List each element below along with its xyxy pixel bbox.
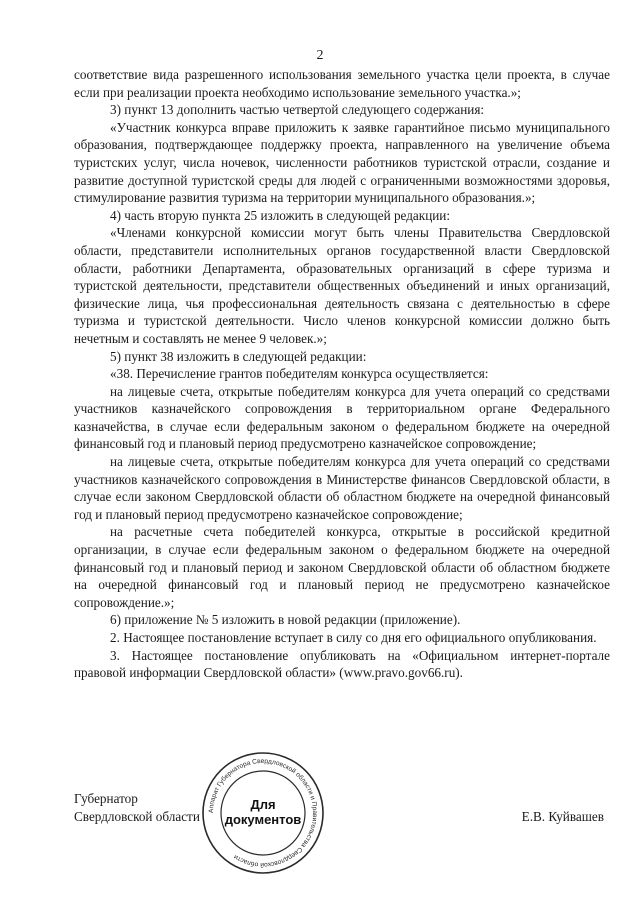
paragraph: на расчетные счета победителей конкурса, открытые в российской кредитной организации, в случае если федеральным законом о федеральном бюджете на очередной финансовый год и плановый период и законом Свердловской области об областном бюджете на очередной финансовый год и плановый период не предусмотрено казначейское сопровождение.»; bbox=[74, 524, 610, 610]
position-line: Свердловской области bbox=[74, 809, 200, 824]
paragraph: «Участник конкурса вправе приложить к заявке гарантийное письмо муниципального образования, подтверждающее поддержку проекта, направленного на увеличение объема туристских услуг, числа ночевок, численности работников туристской отрасли, создание и развитие доступной туристской среды для людей с ограниченными возможностями здоровья, стимулирование развития туризма на территории муниципального образования.»; bbox=[74, 119, 610, 206]
stamp-line: документов bbox=[224, 812, 302, 827]
signature-block bbox=[74, 790, 610, 850]
paragraph: на лицевые счета, открытые победителям конкурса для учета операций со средствами участников казначейского сопровождения в территориальном органе Федерального казначейства, в случае если федеральным законом о федеральном бюджете на очередной финансовый год и плановый период предусмотрено казначейское сопровождение; bbox=[74, 383, 610, 452]
paragraph: 6) приложение № 5 изложить в новой редакции (приложение). bbox=[110, 612, 461, 628]
paragraph: 3) пункт 13 дополнить частью четвертой следующего содержания: bbox=[110, 102, 485, 118]
document-body bbox=[74, 66, 610, 682]
signatory-name: Е.В. Куйвашев bbox=[521, 809, 604, 824]
signatory-position bbox=[74, 790, 200, 826]
paragraph: «Членами конкурсной комиссии могут быть члены Правительства Свердловской области, представители исполнительных органов государственной власти Свердловской области, работники Департамента, образовательных организаций в сфере туризма и туристской деятельности, представители общественных объединений и иных организаций, физические лица, чья профессиональная деятельность связана с деятельностью в сфере туризма и туристской деятельности. Число членов конкурсной комиссии должно быть нечетным и составлять не менее 9 человек.»; bbox=[74, 225, 610, 346]
paragraph: 3. Настоящее постановление опубликовать на «Официальном интернет-портале правовой информации Свердловской области» (www.pravo.gov66.ru). bbox=[74, 647, 610, 681]
paragraph: 5) пункт 38 изложить в следующей редакции: bbox=[110, 348, 367, 364]
paragraph: 2. Настоящее постановление вступает в силу со дня его официального опубликования. bbox=[110, 630, 597, 645]
paragraph: на лицевые счета, открытые победителям конкурса для учета операций со средствами участников казначейского сопровождения в Министерстве финансов Свердловской области, в случае если законом Свердловской области об областном бюджете на очередной финансовый год и плановый период предусмотрено казначейское сопровождение; bbox=[74, 454, 610, 522]
stamp-ring-text: Аппарат Губернатора Свердловской области и Правительства Свердловской области bbox=[207, 757, 319, 869]
stamp-center-text bbox=[200, 797, 326, 827]
stamp-line: Для bbox=[250, 797, 276, 812]
paragraph: 4) часть вторую пункта 25 изложить в следующей редакции: bbox=[110, 207, 451, 223]
official-stamp bbox=[200, 750, 326, 876]
paragraph: «38. Перечисление грантов победителям конкурса осуществляется: bbox=[110, 366, 489, 382]
position-line: Губернатор bbox=[74, 791, 138, 806]
paragraph: соответствие вида разрешенного использования земельного участка цели проекта, в случае если при реализации проекта необходимо использование земельного участка.»; bbox=[74, 67, 610, 100]
page-number: 2 bbox=[316, 48, 324, 63]
